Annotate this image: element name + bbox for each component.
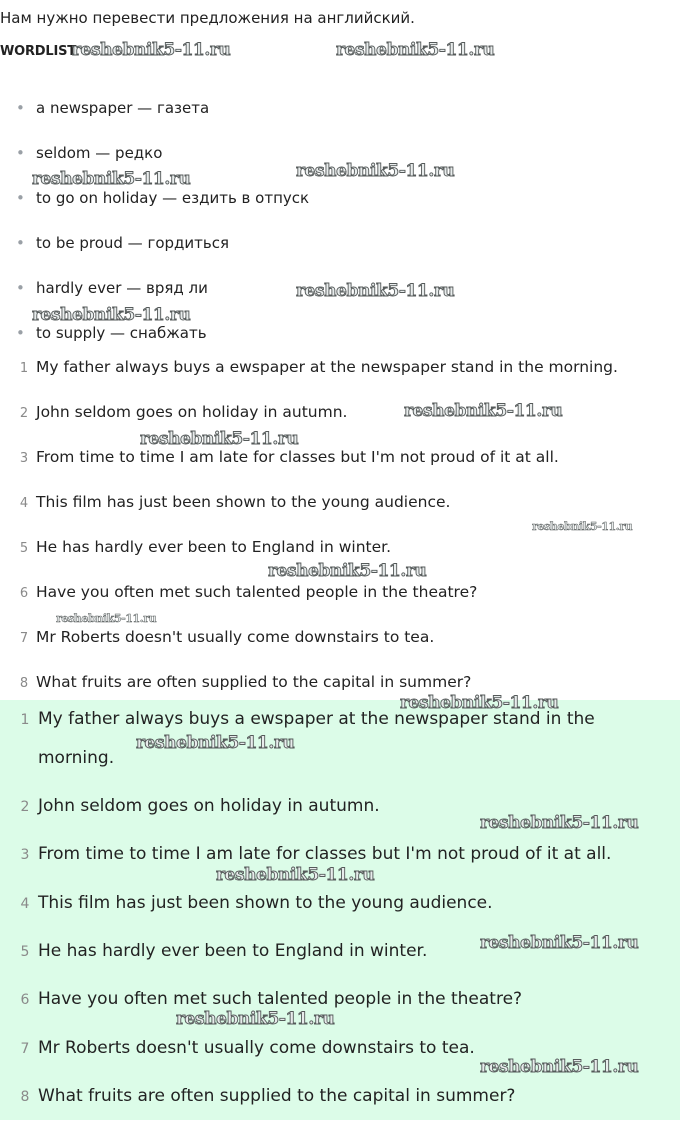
bullet-icon: • bbox=[16, 324, 25, 342]
task-text: John seldom goes on holiday in autumn. bbox=[36, 403, 348, 421]
task-row bbox=[12, 628, 434, 646]
intro-text: Нам нужно перевести предложения на английский. bbox=[0, 9, 415, 27]
bullet-icon: • bbox=[16, 189, 25, 207]
bullet-icon: • bbox=[16, 144, 25, 162]
wordlist-item-text: hardly ever — вряд ли bbox=[36, 279, 208, 297]
watermark: reshebnik5-11.ru bbox=[136, 733, 295, 753]
task-text: This film has just been shown to the young audience. bbox=[36, 493, 451, 511]
task-row bbox=[12, 583, 477, 601]
watermark: reshebnik5-11.ru bbox=[404, 401, 563, 421]
wordlist-item-text: to go on holiday — ездить в отпуск bbox=[36, 189, 310, 207]
watermark: reshebnik5-11.ru bbox=[140, 429, 299, 449]
answer-text-line: morning. bbox=[38, 748, 115, 768]
answer-number: 3 bbox=[20, 847, 30, 863]
task-number: 3 bbox=[19, 451, 29, 466]
answer-text-line: My father always buys a ewspaper at the newspaper stand in the bbox=[38, 709, 595, 729]
watermark: reshebnik5-11.ru bbox=[32, 305, 191, 325]
task-row bbox=[12, 448, 559, 466]
wordlist-item bbox=[16, 324, 207, 342]
watermark: reshebnik5-11.ru bbox=[336, 40, 495, 60]
wordlist-item bbox=[16, 279, 208, 297]
task-number: 2 bbox=[19, 406, 29, 421]
watermark: reshebnik5-11.ru bbox=[480, 813, 639, 833]
bullet-icon: • bbox=[16, 99, 25, 117]
answer-row bbox=[12, 1029, 475, 1069]
watermark: reshebnik5-11.ru bbox=[480, 1057, 639, 1077]
wordlist-item bbox=[16, 99, 209, 117]
task-number: 4 bbox=[19, 496, 29, 511]
answer-text: He has hardly ever been to England in winter. bbox=[38, 941, 428, 961]
task-text: He has hardly ever been to England in winter. bbox=[36, 538, 392, 556]
task-row bbox=[12, 673, 471, 691]
task-row bbox=[12, 358, 618, 376]
watermark: reshebnik5-11.ru bbox=[296, 281, 455, 301]
bullet-icon: • bbox=[16, 234, 25, 252]
watermark: reshebnik5-11.ru bbox=[176, 1009, 335, 1029]
task-number: 6 bbox=[19, 586, 29, 601]
answer-number: 7 bbox=[20, 1041, 30, 1057]
wordlist-item-text: to supply — снабжать bbox=[36, 324, 207, 342]
task-number: 1 bbox=[19, 361, 29, 376]
task-number: 7 bbox=[19, 631, 29, 646]
watermark: reshebnik5-11.ru bbox=[532, 520, 633, 533]
answer-row bbox=[12, 1077, 515, 1117]
task-number: 5 bbox=[19, 541, 29, 556]
task-text: What fruits are often supplied to the capital in summer? bbox=[36, 673, 472, 691]
watermark: reshebnik5-11.ru bbox=[296, 161, 455, 181]
watermark: reshebnik5-11.ru bbox=[32, 169, 191, 189]
task-text: My father always buys a ewspaper at the newspaper stand in the morning. bbox=[36, 358, 618, 376]
answer-number: 5 bbox=[20, 944, 30, 960]
watermark: reshebnik5-11.ru bbox=[268, 561, 427, 581]
watermark: reshebnik5-11.ru bbox=[56, 612, 157, 625]
wordlist-item-text: a newspaper — газета bbox=[36, 99, 210, 117]
answer-text: From time to time I am late for classes but I'm not proud of it at all. bbox=[38, 844, 612, 864]
watermark: reshebnik5-11.ru bbox=[400, 693, 559, 713]
answer-text: Have you often met such talented people in the theatre? bbox=[38, 989, 523, 1009]
answer-number: 1 bbox=[20, 712, 30, 728]
answer-number: 6 bbox=[20, 992, 30, 1008]
wordlist-item-text: seldom — редко bbox=[36, 144, 163, 162]
task-row bbox=[12, 493, 450, 511]
answer-row bbox=[12, 884, 493, 924]
answer-text: Mr Roberts doesn't usually come downstairs to tea. bbox=[38, 1038, 475, 1058]
task-text: Mr Roberts doesn't usually come downstairs to tea. bbox=[36, 628, 435, 646]
task-text: Have you often met such talented people in the theatre? bbox=[36, 583, 478, 601]
answer-text: John seldom goes on holiday in autumn. bbox=[38, 796, 380, 816]
wordlist-item bbox=[16, 234, 229, 252]
bullet-icon: • bbox=[16, 279, 25, 297]
wordlist-item-text: to be proud — гордиться bbox=[36, 234, 229, 252]
answer-number: 4 bbox=[20, 896, 30, 912]
task-number: 8 bbox=[19, 676, 29, 691]
task-row bbox=[12, 403, 347, 421]
answer-text: This film has just been shown to the young audience. bbox=[38, 893, 493, 913]
task-text: From time to time I am late for classes but I'm not proud of it at all. bbox=[36, 448, 559, 466]
answer-row bbox=[12, 787, 380, 827]
watermark: reshebnik5-11.ru bbox=[72, 40, 231, 60]
wordlist-item bbox=[16, 144, 162, 162]
wordlist-item bbox=[16, 189, 309, 207]
answer-number: 2 bbox=[20, 799, 30, 815]
answer-text: What fruits are often supplied to the capital in summer? bbox=[38, 1086, 516, 1106]
watermark: reshebnik5-11.ru bbox=[216, 865, 375, 885]
wordlist-title: WORDLIST bbox=[0, 44, 76, 59]
watermark: reshebnik5-11.ru bbox=[480, 933, 639, 953]
task-row bbox=[12, 538, 391, 556]
answer-row bbox=[12, 932, 427, 972]
answer-number: 8 bbox=[20, 1089, 30, 1105]
